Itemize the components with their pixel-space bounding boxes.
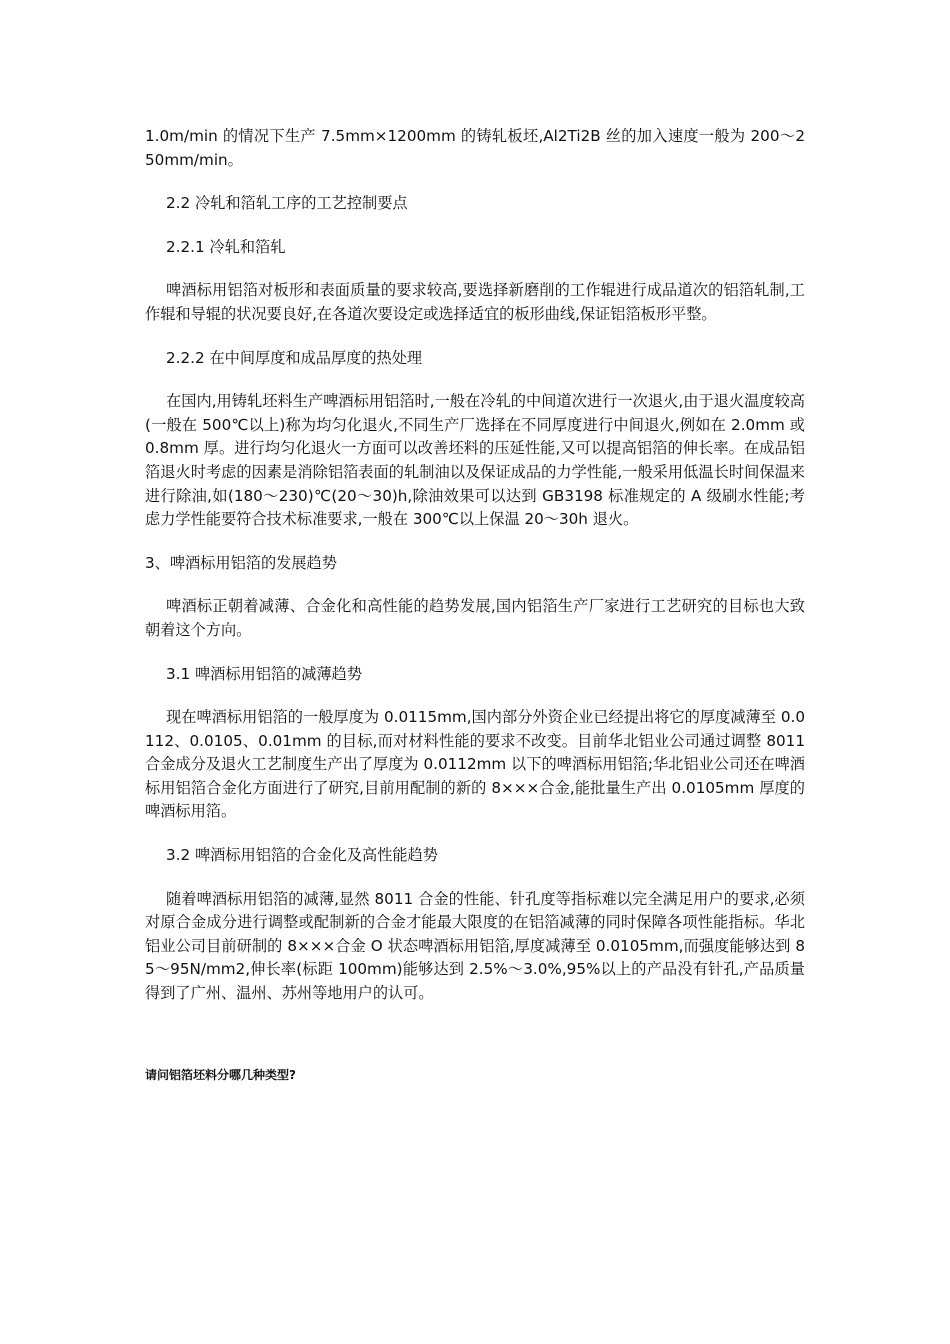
document-body bbox=[145, 125, 805, 1084]
paragraph-trend-overview: 啤酒标正朝着减薄、合金化和高性能的趋势发展,国内铝箔生产厂家进行工艺研究的目标也大致朝着这个方向。 bbox=[145, 597, 805, 639]
section-heading-2-2: 2.2 冷轧和箔轧工序的工艺控制要点 bbox=[166, 194, 408, 213]
section-heading-3-1: 3.1 啤酒标用铝箔的减薄趋势 bbox=[166, 664, 363, 683]
section-heading-2-2-2: 2.2.2 在中间厚度和成品厚度的热处理 bbox=[166, 348, 423, 367]
paragraph-cast-rolling-speed: 1.0m/min 的情况下生产 7.5mm×1200mm 的铸轧板坯,Al2Ti2B 丝的加入速度一般为 200～250mm/min。 bbox=[145, 127, 805, 169]
paragraph-spacer bbox=[145, 327, 805, 347]
paragraph-spacer bbox=[145, 1006, 805, 1066]
paragraph-spacer bbox=[145, 868, 805, 888]
paragraph-spacer bbox=[145, 575, 805, 595]
paragraph-spacer bbox=[145, 686, 805, 706]
section-heading-3-2: 3.2 啤酒标用铝箔的合金化及高性能趋势 bbox=[166, 846, 438, 865]
section-heading-2-2-1: 2.2.1 冷轧和箔轧 bbox=[166, 237, 286, 256]
paragraph-spacer bbox=[145, 643, 805, 663]
paragraph-spacer bbox=[145, 259, 805, 279]
section-heading-3: 3、啤酒标用铝箔的发展趋势 bbox=[145, 553, 337, 572]
paragraph-spacer bbox=[145, 172, 805, 192]
paragraph-thinning-trend: 现在啤酒标用铝箔的一般厚度为 0.0115mm,国内部分外资企业已经提出将它的厚度减薄至 0.0112、0.0105、0.01mm 的目标,而对材料性能的要求不改变。目前华北铝业公司通过调整 8011 合金成分及退火工艺制度生产出了厚度为 0.0112mm 以下的啤酒标用铝箔;华北铝业公司还在啤酒标用铝箔合金化方面进行了研究,目前用配制的新的 8×××合金,能批量生产出 0.0105mm 厚度的啤酒标用箔。 bbox=[145, 708, 805, 821]
paragraph-spacer bbox=[145, 824, 805, 844]
question-heading: 请问铝箔坯料分哪几种类型? bbox=[145, 1067, 296, 1082]
paragraph-spacer bbox=[145, 532, 805, 552]
paragraph-cold-rolling: 啤酒标用铝箔对板形和表面质量的要求较高,要选择新磨削的工作辊进行成品道次的铝箔轧制,工作辊和导辊的状况要良好,在各道次要设定或选择适宜的板形曲线,保证铝箔板形平整。 bbox=[145, 281, 805, 323]
paragraph-heat-treatment: 在国内,用铸轧坯料生产啤酒标用铝箔时,一般在冷轧的中间道次进行一次退火,由于退火温度较高(一般在 500℃以上)称为均匀化退火,不同生产厂选择在不同厚度进行中间退火,例如在 2.0mm 或 0.8mm 厚。进行均匀化退火一方面可以改善坯料的压延性能,又可以提高铝箔的伸长率。在成品铝箔退火时考虑的因素是消除铝箔表面的轧制油以及保证成品的力学性能,一般采用低温长时间保温来进行除油,如(180～230)℃(20～30)h,除油效果可以达到 GB3198 标准规定的 A 级刷水性能;考虑力学性能要符合技术标准要求,一般在 300℃以上保温 20～30h 退火。 bbox=[145, 392, 805, 529]
paragraph-alloying-trend: 随着啤酒标用铝箔的减薄,显然 8011 合金的性能、针孔度等指标难以完全满足用户的要求,必须对原合金成分进行调整或配制新的合金才能最大限度的在铝箔减薄的同时保障各项性能指标。华北铝业公司目前研制的 8×××合金 O 状态啤酒标用铝箔,厚度减薄至 0.0105mm,而强度能够达到 85～95N/mm2,伸长率(标距 100mm)能够达到 2.5%～3.0%,95%以上的产品没有针孔,产品质量得到了广州、温州、苏州等地用户的认可。 bbox=[145, 889, 805, 1003]
paragraph-spacer bbox=[145, 216, 805, 236]
paragraph-spacer bbox=[145, 370, 805, 390]
